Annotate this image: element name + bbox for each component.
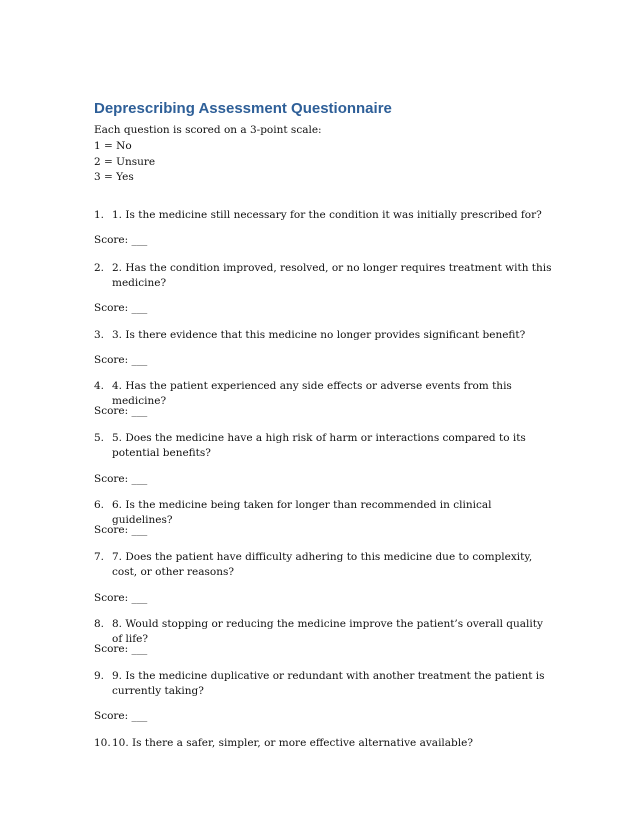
intro-line: 2 = Unsure xyxy=(94,155,156,168)
intro-line: Each question is scored on a 3-point scale: xyxy=(94,124,322,136)
question-text: 7. Does the patient have difficulty adhering to this medicine due to complexity, cost, or other reasons? xyxy=(112,551,533,578)
question-text: 9. Is the medicine duplicative or redundant with another treatment the patient is currently taking? xyxy=(112,670,545,697)
question-item xyxy=(94,379,554,409)
question-number: 9. xyxy=(94,670,105,682)
question-text: 3. Is there evidence that this medicine no longer provides significant benefit? xyxy=(112,329,526,341)
intro-line: 1 = No xyxy=(94,139,132,152)
question-item xyxy=(94,550,554,580)
question-text: 4. Has the patient experienced any side effects or adverse events from this medicine? xyxy=(112,380,512,407)
question-item xyxy=(94,431,554,461)
question-number: 10. xyxy=(94,737,111,749)
question-number: 5. xyxy=(94,432,105,444)
question-number: 8. xyxy=(94,618,105,630)
question-text: 10. Is there a safer, simpler, or more effective alternative available? xyxy=(112,737,473,749)
question-number: 7. xyxy=(94,551,105,563)
score-field[interactable]: Score: ___ xyxy=(94,405,148,417)
score-field[interactable]: Score: ___ xyxy=(94,524,148,536)
intro-line: 3 = Yes xyxy=(94,171,134,184)
question-text: 2. Has the condition improved, resolved, or no longer requires treatment with this medicine? xyxy=(112,262,552,289)
question-number: 3. xyxy=(94,329,105,341)
question-item xyxy=(94,208,554,223)
score-field[interactable]: Score: ___ xyxy=(94,643,148,655)
score-field[interactable]: Score: ___ xyxy=(94,473,148,485)
question-text: 6. Is the medicine being taken for longer than recommended in clinical guidelines? xyxy=(112,499,492,526)
score-field[interactable]: Score: ___ xyxy=(94,302,148,314)
score-field[interactable]: Score: ___ xyxy=(94,354,148,366)
question-text: 8. Would stopping or reducing the medicine improve the patient’s overall quality of life? xyxy=(112,618,543,645)
question-item xyxy=(94,736,554,751)
question-number: 4. xyxy=(94,380,105,392)
score-field[interactable]: Score: ___ xyxy=(94,710,148,722)
score-field[interactable]: Score: ___ xyxy=(94,592,148,604)
page-title: Deprescribing Assessment Questionnaire xyxy=(94,100,392,117)
question-number: 1. xyxy=(94,209,105,221)
question-number: 6. xyxy=(94,499,105,511)
question-text: 5. Does the medicine have a high risk of harm or interactions compared to its potential benefits? xyxy=(112,432,526,459)
question-number: 2. xyxy=(94,262,105,274)
score-field[interactable]: Score: ___ xyxy=(94,234,148,246)
question-item xyxy=(94,261,554,291)
question-item xyxy=(94,669,554,699)
scoring-intro xyxy=(94,123,322,186)
question-item xyxy=(94,328,554,343)
question-item xyxy=(94,617,554,647)
question-item xyxy=(94,498,554,528)
question-text: 1. Is the medicine still necessary for the condition it was initially prescribed for? xyxy=(112,209,542,221)
